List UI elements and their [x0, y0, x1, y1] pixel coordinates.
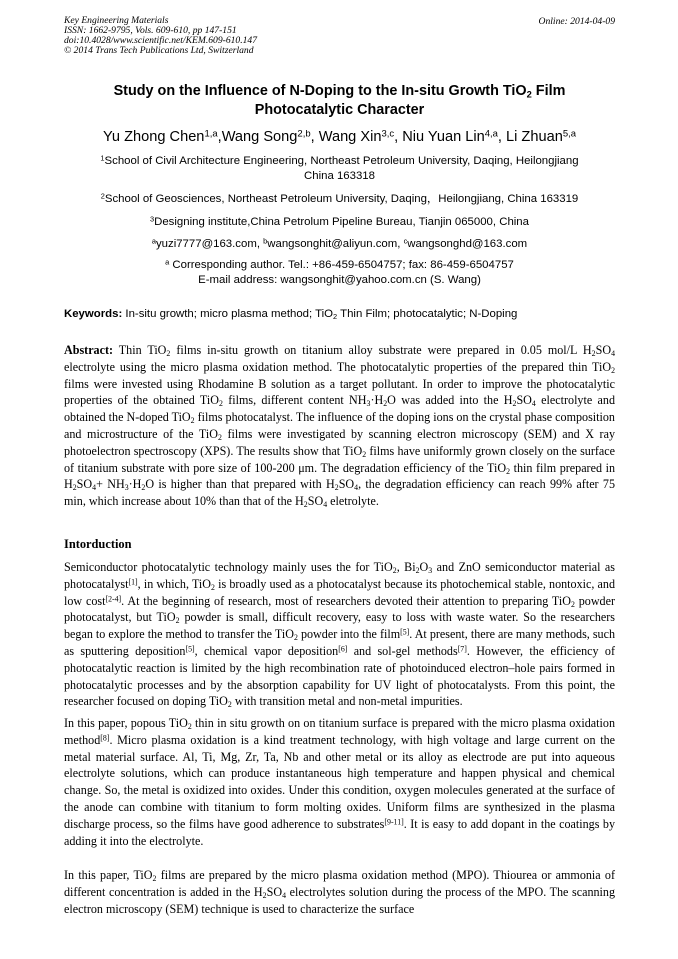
author-list: Yu Zhong Chen$^{1,a}$,Wang Song$^{2,b}$, Wang Xin$^{3,c}$, Niu Yuan Lin$^{4,a}$, Li Zhuan$^{5,a}$	[103, 128, 576, 145]
keywords-label: Keywords:	[64, 308, 123, 320]
author-emails: $^a$yuzi7777@163.com, $^b$wangsonghit@aliyun.com, $^c$wangsonghd@163.com	[151, 236, 528, 250]
affiliation-3: $^3$Designing institute,China Petrolum Pipeline Bureau, Tianjin 065000, China	[150, 214, 529, 228]
author-name: Wang Xin	[318, 129, 382, 145]
affiliation-2: $^2$School of Geosciences, Northeast Petroleum University, Daqing，Heilongjiang, China 163319	[100, 191, 579, 205]
corresponding-author: $^a$ Corresponding author. Tel.: +86-459-6504757; fax: 86-459-6504757 E-mail address: wangsonghit@yahoo.com.cn (S. Wang)	[165, 257, 514, 286]
keywords: Keywords: In-situ growth; micro plasma method; TiO$_2$ Thin Film; photocatalytic; N-Doping	[64, 308, 518, 321]
section-heading-introduction: Intorduction	[64, 537, 132, 551]
abstract: Abstract: Thin TiO$_2$ films in-situ growth on titanium alloy substrate were prepared in 0.05 mol/L $H_2SO_4$ electrolyte using the micro plasma oxidation method. The photocatalytic properties of the prepared thin TiO$_2$ films were invested using Rhodamine B solution as a target pollutant. In order to improve the photocatalytic properties of the obtained TiO$_2$ films, different content $NH_3\cdot H_2O$ was added into the $H_2SO_4$ electrolyte and obtained the N-doped TiO$_2$ films photocatalyst. The influence of the doping ions on the crystal phase composition and microstructure of the TiO$_2$ films were investigated by scanning electron microscopy (SEM) and X ray photoelectron spectroscopy (XPS). The results show that TiO$_2$ films have uniformly grown closely on the surface of titanium substrate with pore size of 100-200 μm. The degradation efficiency of the TiO$_2$ thin film prepared in $H_2SO_4+ NH_3\cdot H_2O$ is higher than that prepared with $H_2SO_4$, the degradation efficiency can reach 99% after 75 min, which increase about 10% than that of the $H_2SO_4$ eletrolyte.	[64, 343, 615, 510]
issn-line: ISSN: 1662-9795, Vols. 609-610, pp 147-151	[64, 25, 237, 36]
doi-line: doi:10.4028/www.scientific.net/KEM.609-610.147	[64, 35, 258, 46]
author-name: Li Zhuan	[506, 129, 563, 145]
intro-paragraph-2: In this paper, popous TiO$_2$ thin in situ growth on on titanium surface is prepared with the micro plasma oxidation method[8]. Micro plasma oxidation is a kind treatment technology, with high voltage and large current on the metal material surface. Al, Ti, Mg, Zr, Ta, Nb and other metal or its alloy as electrode are put into aqueous electrolyte solutions, which can produce instantaneous high temperature and happen physical and chemical change. So, the metal is oxidized into oxides. Under this condition, oxygen molecules generated at the surface of the anode can combine with titanium to form molting oxides. Uniform films are synthesized in the plasma discharge process, so the films have good adherence to substrates[9-11]. It is easy to add dopant in the coatings by adding it into the electrolyte.	[64, 716, 616, 848]
author-name: Wang Song	[221, 129, 298, 145]
online-date: Online: 2014-04-09	[538, 16, 615, 27]
author-name: Niu Yuan Lin	[402, 129, 485, 145]
journal-name: Key Engineering Materials	[64, 15, 169, 26]
abstract-label: Abstract:	[64, 343, 114, 357]
intro-paragraph-3: In this paper, TiO$_2$ films are prepared by the micro plasma oxidation method (MPO). Thiourea or ammonia of different concentration is added in the $H_2SO_4$ electrolytes solution during the process of the MPO. The scanning electron microscopy (SEM) technique is used to characterize the surface	[64, 868, 616, 916]
paper-title: Study on the Influence of N-Doping to the In-situ Growth TiO$_2$ Film Photocatalytic Character	[113, 83, 566, 118]
intro-paragraph-1: Semiconductor photocatalytic technology mainly uses the for TiO$_2$, $Bi_2O_3$ and ZnO semiconductor material as photocatalyst[1], in which, TiO$_2$ is broadly used as a photocatalyst because its photochemical stable, nontoxic, and low cost[2-4]. At the beginning of research, most of researchers devoted their attention to preparing TiO$_2$ powder photocatalyst, but TiO$_2$ powder is small, difficult recovery, easy to loss with waste water. So the researchers began to explore the method to transfer the TiO$_2$ powder into the film[5]. At present, there are many methods, such as sputtering deposition[5], chemical vapor deposition[6] and sol-gel methods[7]. However, the efficiency of photocatalytic reaction is limited by the high recombination rate of photoinduced electron–hole pairs formed in photocatalytic processes and by the absorption capability for UV light of photocatalysts. From this point, the researcher focused on doping TiO$_2$ with transition metal and non-metal impurities.	[64, 560, 616, 710]
copyright-line: © 2014 Trans Tech Publications Ltd, Switzerland	[64, 45, 254, 56]
affiliation-1: $^1$School of Civil Architecture Engineering, Northeast Petroleum University, Daqing, Heilongjiang China 163318	[100, 153, 579, 182]
author-name: Yu Zhong Chen	[103, 129, 205, 145]
